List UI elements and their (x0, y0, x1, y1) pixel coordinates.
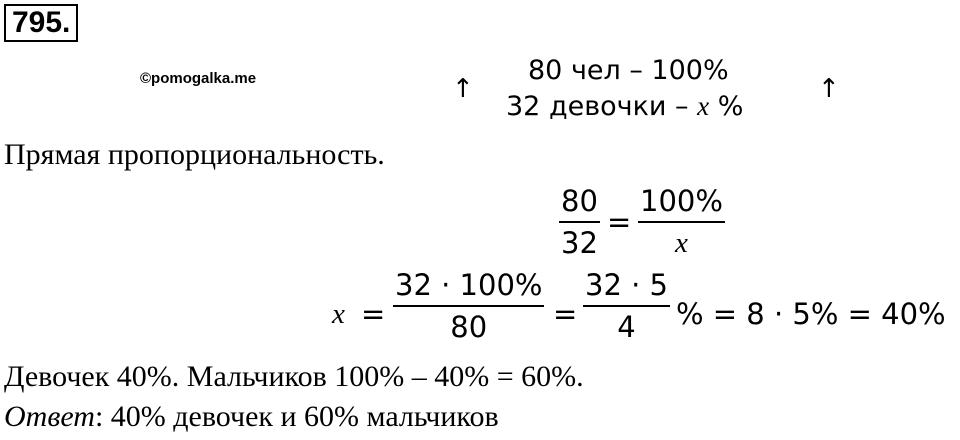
problem-number: 795. (4, 4, 78, 42)
equals-sign: = (553, 297, 578, 331)
proportion-variable: x (697, 91, 710, 121)
fraction-100-x (638, 184, 725, 260)
proportion-row-2-text: 32 девочки – (506, 91, 698, 122)
equals-sign: = (361, 297, 386, 331)
numerator: 80 (561, 184, 598, 218)
fraction-160-4 (583, 268, 670, 344)
conclusion-text: Девочек 40%. Мальчиков 100% – 40% = 60%. (4, 360, 584, 393)
proportion-row-2 (506, 91, 743, 122)
answer-text: : 40% девочек и 60% мальчиков (94, 400, 499, 433)
fraction-80-32 (559, 184, 600, 260)
denominator: 4 (617, 310, 636, 344)
equals-sign: = (607, 205, 632, 239)
proportion-unit: % (709, 91, 744, 122)
variable-x: x (332, 298, 345, 330)
statement-text: Прямая пропорциональность. (4, 138, 385, 171)
fraction-bar (393, 305, 544, 307)
answer-label: Ответ (4, 400, 95, 433)
proportion-row-1: 80 чел – 100% (528, 55, 729, 86)
denominator: 32 (561, 226, 598, 260)
fraction-3200-80 (393, 268, 544, 344)
fraction-bar (638, 221, 725, 223)
equation-tail: % = 8 · 5% = 40% (676, 297, 946, 331)
numerator: 32 · 100% (395, 268, 543, 302)
numerator: 100% (640, 184, 723, 218)
up-arrow-icon: ↑ (818, 74, 840, 104)
denominator: x (675, 227, 688, 259)
up-arrow-icon: ↑ (452, 74, 474, 104)
numerator: 32 · 5 (585, 268, 669, 302)
watermark: ©pomogalka.me (140, 70, 257, 87)
fraction-bar (583, 305, 670, 307)
answer-line (4, 400, 499, 434)
fraction-bar (559, 221, 600, 223)
denominator: 80 (450, 310, 488, 344)
